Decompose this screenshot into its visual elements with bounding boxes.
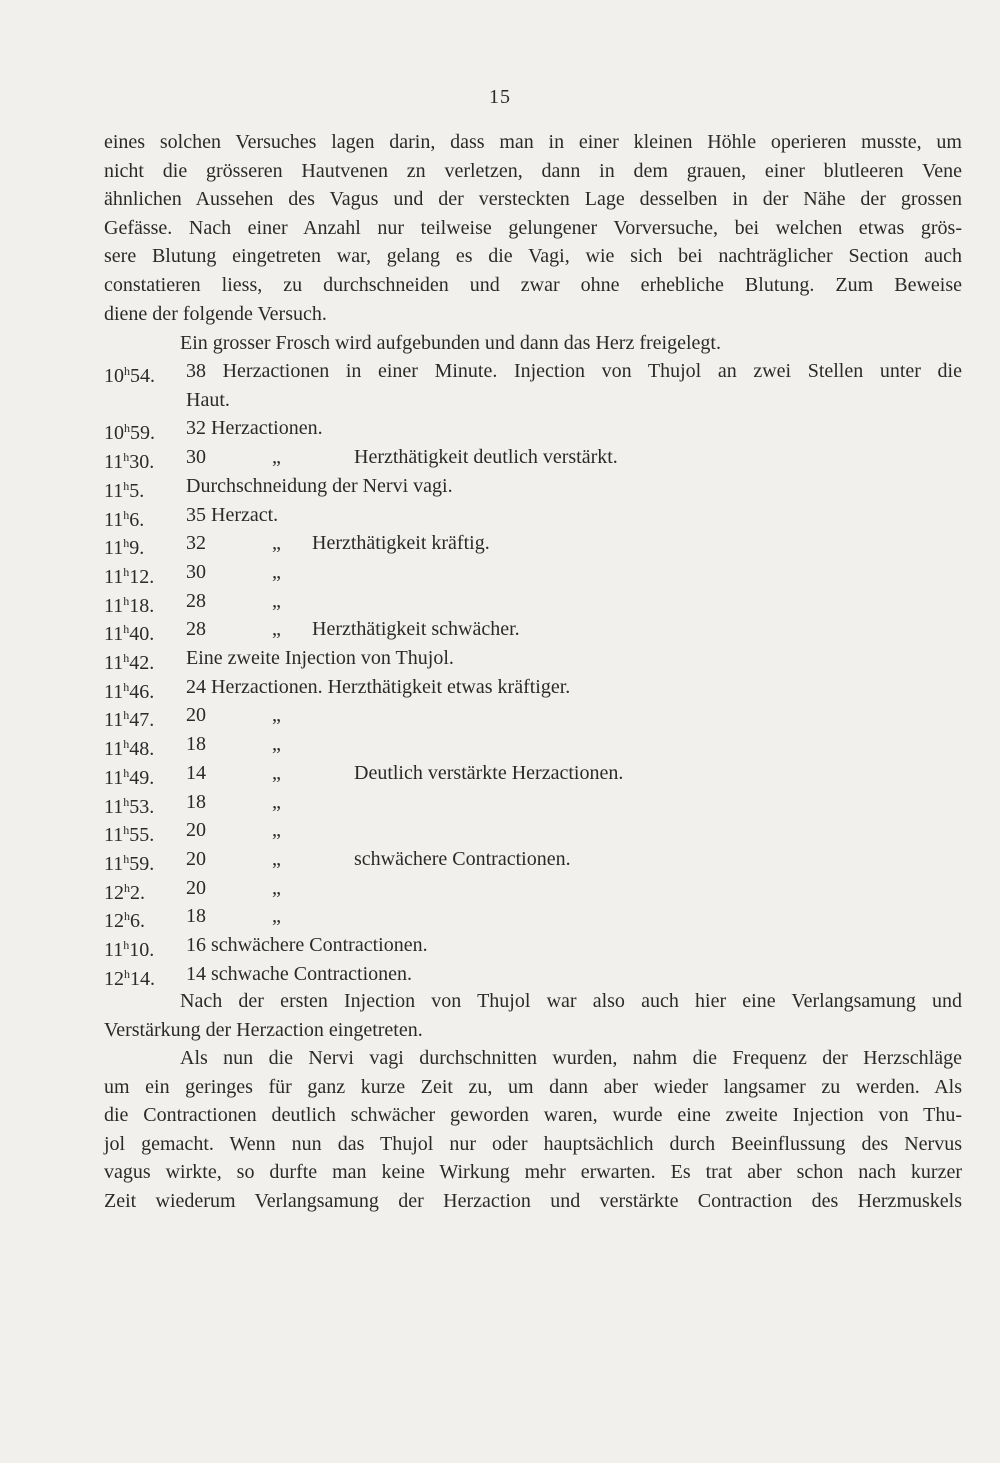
time-hour: 12 bbox=[104, 910, 124, 933]
text-line: jol gemacht. Wenn nun das Thujol nur oder hauptsächlich durch Beeinflussung des Nervus bbox=[104, 1132, 962, 1155]
time-hour: 11 bbox=[104, 824, 124, 847]
time-minute: 5. bbox=[129, 479, 145, 502]
protocol-row bbox=[104, 759, 964, 787]
time-hour: 11 bbox=[104, 537, 124, 560]
hour-marker: h bbox=[123, 478, 130, 493]
entry-text: 30 bbox=[186, 560, 206, 583]
time-minute: 53. bbox=[129, 795, 155, 818]
time-minute: 54. bbox=[130, 365, 155, 387]
time-hour: 11 bbox=[104, 508, 124, 531]
hour-marker: h bbox=[123, 794, 130, 809]
entry-text: 18 bbox=[186, 905, 206, 928]
time-minute: 30. bbox=[129, 451, 155, 474]
protocol-row bbox=[104, 443, 964, 474]
entry-text: 38 Herzactionen in einer Minute. Injection von Thujol an zwei Stellen unter die bbox=[186, 360, 962, 382]
protocol-row bbox=[104, 615, 964, 646]
time-minute: 14. bbox=[130, 967, 155, 990]
entry-comment: Herzthätigkeit kräftig. bbox=[312, 532, 490, 555]
hour-marker: h bbox=[124, 364, 130, 378]
time-minute: 55. bbox=[129, 824, 155, 847]
text-line: nicht die grösseren Hautvenen zn verletzen, dann in dem grauen, einer blutleeren Vene bbox=[104, 159, 962, 182]
time-hour: 11 bbox=[104, 565, 124, 588]
ditto-mark: „ bbox=[272, 589, 281, 612]
ditto-mark: „ bbox=[272, 876, 281, 899]
ditto-mark: „ bbox=[272, 847, 281, 870]
entry-text: 35 Herzact. bbox=[186, 503, 279, 526]
protocol-row bbox=[104, 414, 964, 445]
entry-text: Haut. bbox=[186, 388, 230, 411]
time-minute: 59. bbox=[130, 422, 155, 445]
protocol-row bbox=[104, 558, 964, 586]
hour-marker: h bbox=[123, 651, 130, 665]
protocol-row bbox=[104, 845, 964, 873]
hour-marker: h bbox=[123, 823, 130, 838]
ditto-mark: „ bbox=[272, 790, 281, 813]
entry-text: Eine zweite Injection von Thujol. bbox=[186, 647, 454, 669]
protocol-row bbox=[104, 730, 964, 761]
protocol-row bbox=[104, 788, 964, 816]
ditto-mark: „ bbox=[272, 761, 281, 784]
entry-text: 20 bbox=[186, 847, 206, 870]
hour-marker: h bbox=[123, 765, 130, 780]
time-minute: 12. bbox=[129, 565, 155, 588]
time-hour: 11 bbox=[104, 709, 124, 732]
protocol-row bbox=[104, 529, 964, 560]
time-hour: 12 bbox=[104, 881, 124, 904]
ditto-mark: „ bbox=[272, 446, 281, 469]
text-line: ähnlichen Aussehen des Vagus und der versteckten Lage desselben in der Nähe der grossen bbox=[104, 188, 962, 211]
protocol-row bbox=[104, 960, 964, 988]
entry-text: 16 schwächere Contractionen. bbox=[186, 934, 428, 956]
entry-text: 28 bbox=[186, 589, 206, 612]
protocol-row bbox=[104, 816, 964, 847]
time-hour: 11 bbox=[104, 795, 124, 818]
time-minute: 49. bbox=[129, 766, 155, 789]
text-line: Verstärkung der Herzaction eingetreten. bbox=[104, 1018, 423, 1041]
time-minute: 47. bbox=[129, 709, 155, 732]
time-hour: 12 bbox=[104, 967, 124, 990]
entry-comment: Herzthätigkeit schwächer. bbox=[312, 618, 520, 641]
hour-marker: h bbox=[124, 880, 130, 895]
text-line: Ein grosser Frosch wird aufgebunden und dann das Herz freigelegt. bbox=[180, 332, 721, 354]
entry-comment: Herzthätigkeit deutlich verstärkt. bbox=[354, 446, 618, 469]
text-line: um ein geringes für ganz kurze Zeit zu, um dann aber wieder langsamer zu werden. Als bbox=[104, 1075, 962, 1098]
protocol-row bbox=[104, 501, 964, 529]
protocol-row bbox=[104, 472, 964, 500]
time-minute: 42. bbox=[129, 652, 155, 674]
page-number: 15 bbox=[489, 86, 511, 108]
hour-marker: h bbox=[124, 909, 130, 924]
time-hour: 11 bbox=[104, 479, 124, 502]
conclusion-paragraph-2 bbox=[104, 1044, 962, 1216]
hour-marker: h bbox=[123, 507, 130, 522]
entry-text: 20 bbox=[186, 704, 206, 727]
time-minute: 9. bbox=[129, 537, 145, 560]
text-line: eines solchen Versuches lagen darin, dass man in einer kleinen Höhle operieren musste, um bbox=[104, 131, 962, 153]
time-minute: 10. bbox=[129, 939, 155, 961]
hour-marker: h bbox=[124, 966, 130, 981]
entry-text: 32 Herzactionen. bbox=[186, 417, 323, 440]
time-hour: 11 bbox=[104, 594, 124, 617]
entry-comment: schwächere Contractionen. bbox=[354, 847, 571, 870]
protocol-row bbox=[104, 673, 964, 701]
entry-text: 28 bbox=[186, 618, 206, 641]
entry-text: 32 bbox=[186, 532, 206, 555]
time-hour: 11 bbox=[104, 623, 124, 646]
hour-marker: h bbox=[123, 938, 130, 952]
protocol-row bbox=[104, 701, 964, 732]
entry-comment: Deutlich verstärkte Herzactionen. bbox=[354, 761, 624, 784]
time-hour: 11 bbox=[104, 451, 124, 474]
entry-text: 18 bbox=[186, 790, 206, 813]
text-line: diene der folgende Versuch. bbox=[104, 302, 327, 325]
time-minute: 59. bbox=[129, 852, 155, 875]
protocol-row bbox=[104, 587, 964, 615]
text-line: Als nun die Nervi vagi durchschnitten wurden, nahm die Frequenz der Herzschläge bbox=[180, 1047, 962, 1069]
time-hour: 10 bbox=[104, 422, 124, 445]
hour-marker: h bbox=[123, 593, 130, 608]
text-line: sere Blutung eingetreten war, gelang es die Vagi, wie sich bei nachträglicher Section auch bbox=[104, 245, 962, 268]
time-hour: 10 bbox=[104, 365, 124, 387]
ditto-mark: „ bbox=[272, 819, 281, 842]
time-minute: 40. bbox=[129, 623, 155, 646]
hour-marker: h bbox=[123, 679, 130, 694]
text-line: vagus wirkte, so durfte man keine Wirkung mehr erwarten. Es trat aber schon nach kurzer bbox=[104, 1161, 962, 1184]
protocol-row bbox=[104, 874, 964, 902]
time-hour: 11 bbox=[104, 738, 124, 761]
entry-text: 14 bbox=[186, 761, 206, 784]
ditto-mark: „ bbox=[272, 560, 281, 583]
protocol-row-continuation bbox=[104, 386, 964, 414]
hour-marker: h bbox=[123, 851, 130, 866]
experiment-intro bbox=[104, 329, 962, 358]
time-minute: 6. bbox=[129, 508, 145, 531]
time-hour: 11 bbox=[104, 852, 124, 875]
entry-text: 14 schwache Contractionen. bbox=[186, 962, 413, 985]
ditto-mark: „ bbox=[272, 532, 281, 555]
ditto-mark: „ bbox=[272, 618, 281, 641]
protocol-row bbox=[104, 931, 964, 959]
time-minute: 48. bbox=[129, 738, 155, 761]
hour-marker: h bbox=[123, 564, 130, 579]
entry-text: 24 Herzactionen. Herzthätigkeit etwas kräftiger. bbox=[186, 675, 571, 698]
protocol-row bbox=[104, 357, 964, 385]
text-line: Nach der ersten Injection von Thujol war also auch hier eine Verlangsamung und bbox=[180, 990, 962, 1012]
ditto-mark: „ bbox=[272, 704, 281, 727]
time-minute: 2. bbox=[130, 881, 145, 904]
hour-marker: h bbox=[123, 708, 130, 723]
text-line: Zeit wiederum Verlangsamung der Herzaction und verstärkte Contraction des Herzmuskels bbox=[104, 1189, 962, 1212]
entry-text: 30 bbox=[186, 446, 206, 469]
protocol-row bbox=[104, 644, 964, 672]
hour-marker: h bbox=[124, 421, 130, 436]
hour-marker: h bbox=[123, 622, 130, 637]
text-line: constatieren liess, zu durchschneiden und zwar ohne erhebliche Blutung. Zum Beweise bbox=[104, 273, 962, 296]
time-minute: 18. bbox=[129, 594, 155, 617]
intro-paragraph bbox=[104, 128, 962, 328]
conclusion-paragraph-1 bbox=[104, 987, 962, 1044]
entry-text: Durchschneidung der Nervi vagi. bbox=[186, 474, 453, 497]
time-hour: 11 bbox=[104, 766, 124, 789]
time-hour: 11 bbox=[104, 680, 124, 703]
time-hour: 11 bbox=[104, 652, 124, 674]
hour-marker: h bbox=[123, 450, 130, 465]
hour-marker: h bbox=[123, 737, 130, 752]
time-hour: 11 bbox=[104, 939, 124, 961]
protocol-row bbox=[104, 902, 964, 933]
entry-text: 20 bbox=[186, 819, 206, 842]
text-line: Gefässe. Nach einer Anzahl nur teilweise gelungener Vorversuche, bei welchen etwas grös- bbox=[104, 216, 962, 239]
entry-text: 18 bbox=[186, 733, 206, 756]
ditto-mark: „ bbox=[272, 905, 281, 928]
entry-text: 20 bbox=[186, 876, 206, 899]
text-line: die Contractionen deutlich schwächer geworden waren, wurde eine zweite Injection von Thu- bbox=[104, 1104, 962, 1127]
ditto-mark: „ bbox=[272, 733, 281, 756]
time-minute: 6. bbox=[130, 910, 145, 933]
hour-marker: h bbox=[123, 536, 130, 551]
time-minute: 46. bbox=[129, 680, 155, 703]
